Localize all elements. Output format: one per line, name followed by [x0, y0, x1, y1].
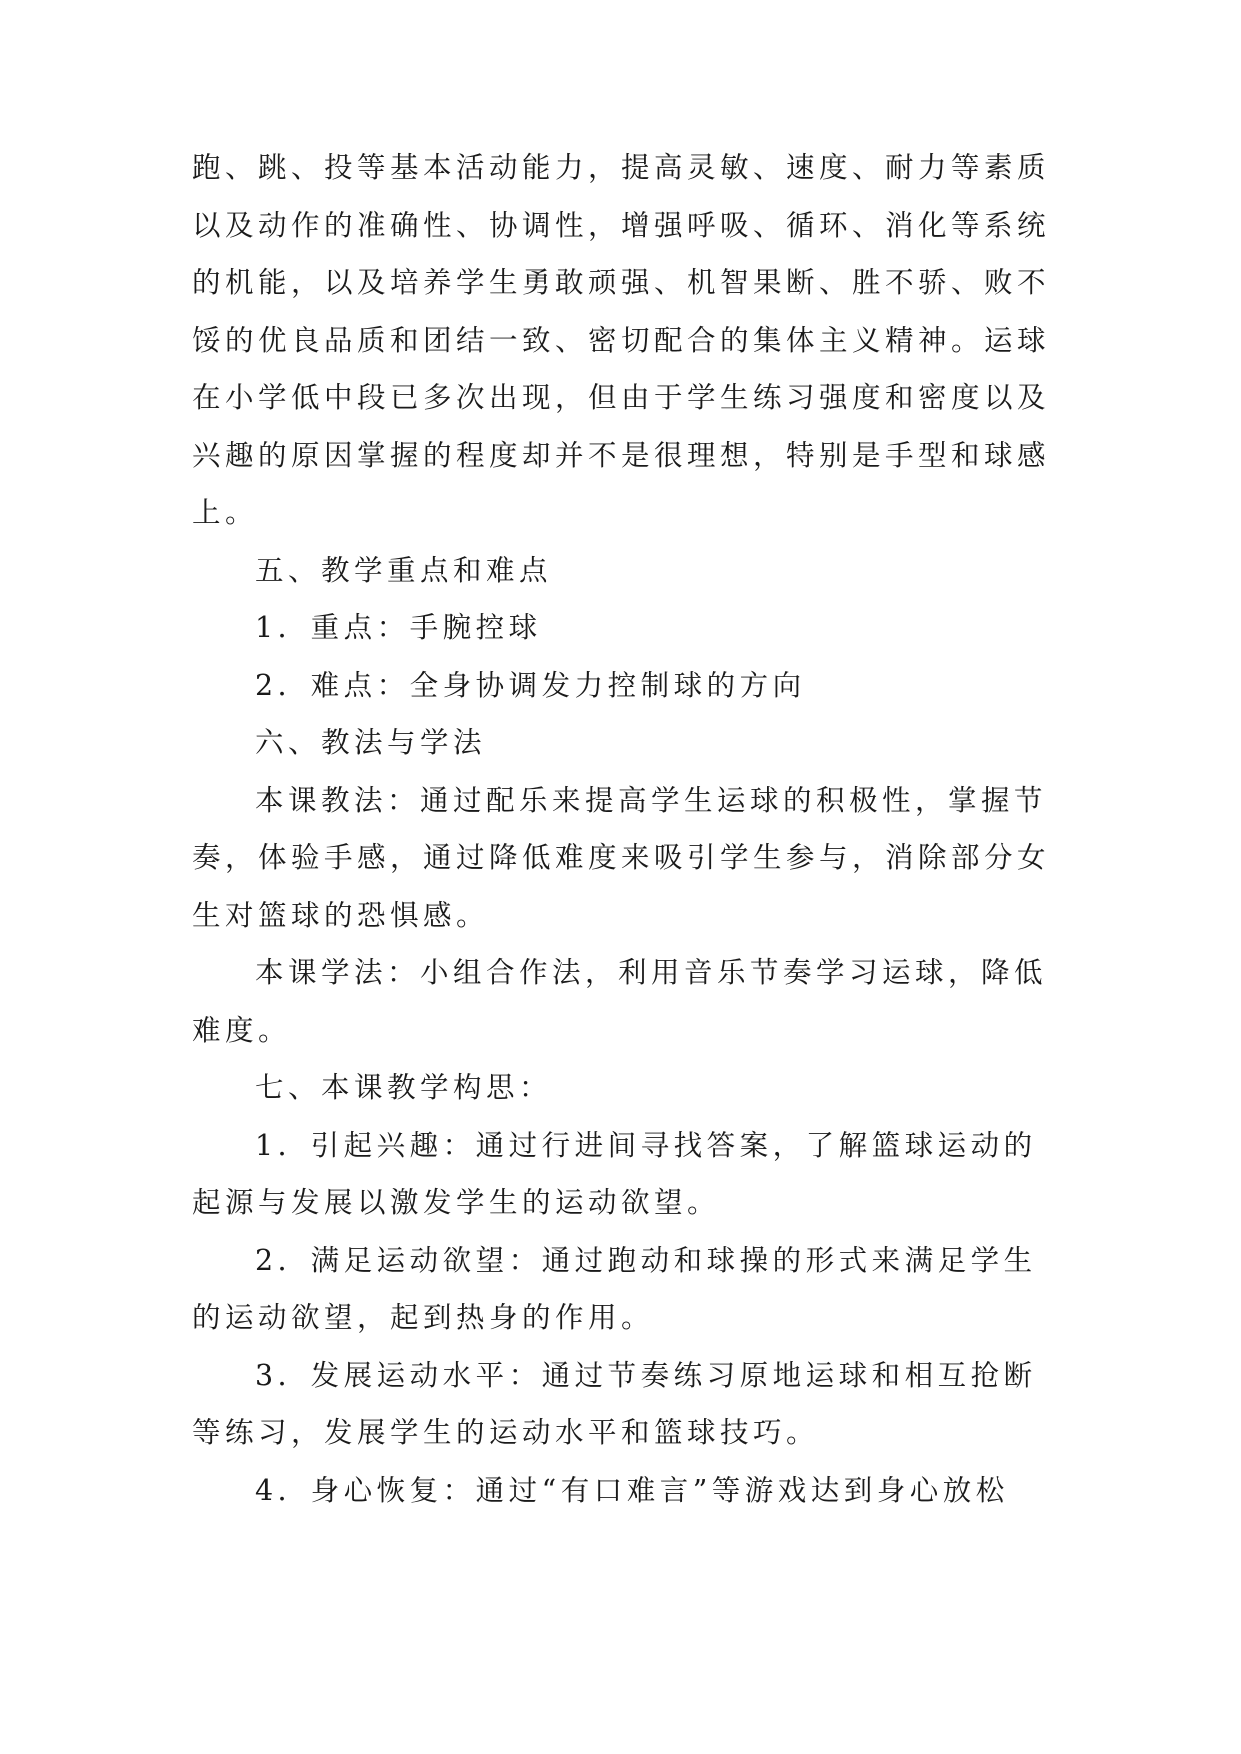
text-line: 等练习，发展学生的运动水平和篮球技巧。 — [192, 1416, 820, 1449]
paragraph-start: 本课教法：通过配乐来提高学生运球的积极性，掌握节 — [255, 783, 1048, 817]
section-heading-6: 六、教法与学法 — [255, 726, 487, 759]
list-item: 3．发展运动水平：通过节奏练习原地运球和相互抢断 — [255, 1358, 1037, 1392]
text-line: 难度。 — [192, 1013, 292, 1047]
text-line: 馁的优良品质和团结一致、密切配合的集体主义精神。运球 — [192, 323, 1051, 357]
text-line: 起源与发展以激发学生的运动欲望。 — [192, 1186, 721, 1219]
text-line: 的运动欲望，起到热身的作用。 — [192, 1301, 655, 1334]
list-item: 4．身心恢复：通过“有口难言”等游戏达到身心放松 — [255, 1473, 1009, 1507]
text-line: 的机能，以及培养学生勇敢顽强、机智果断、胜不骄、败不 — [192, 266, 1051, 299]
text-line: 上。 — [192, 496, 259, 529]
text-line: 跑、跳、投等基本活动能力，提高灵敏、速度、耐力等素质 — [192, 151, 1051, 184]
list-item: 1．引起兴趣：通过行进间寻找答案，了解篮球运动的 — [255, 1128, 1037, 1162]
document-body — [192, 139, 1052, 1519]
list-item: 1．重点：手腕控球 — [255, 611, 542, 644]
text-line: 以及动作的准确性、协调性，增强呼吸、循环、消化等系统 — [192, 208, 1051, 242]
text-line: 生对篮球的恐惧感。 — [192, 898, 490, 932]
list-item: 2．难点：全身协调发力控制球的方向 — [255, 668, 806, 702]
section-heading-7: 七、本课教学构思： — [255, 1071, 553, 1104]
section-heading-5: 五、教学重点和难点 — [255, 553, 553, 587]
text-line: 兴趣的原因掌握的程度却并不是很理想，特别是手型和球感 — [192, 438, 1051, 472]
paragraph-start: 本课学法：小组合作法，利用音乐节奏学习运球，降低 — [255, 956, 1048, 989]
text-line: 奏，体验手感，通过降低难度来吸引学生参与，消除部分女 — [192, 841, 1051, 874]
list-item: 2．满足运动欲望：通过跑动和球操的形式来满足学生 — [255, 1243, 1037, 1277]
text-line: 在小学低中段已多次出现，但由于学生练习强度和密度以及 — [192, 381, 1051, 414]
